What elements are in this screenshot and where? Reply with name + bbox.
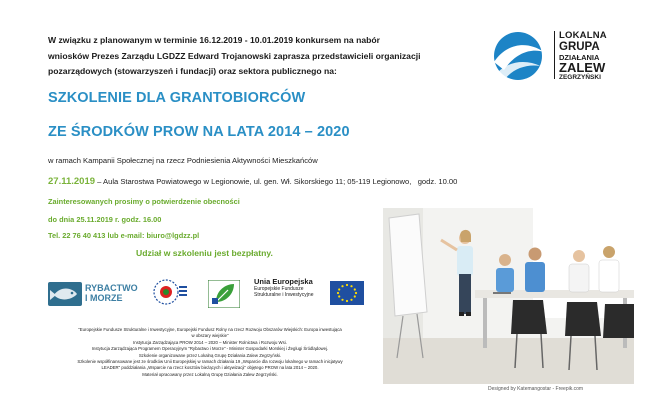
footer-line: "Europejskie Fundusze Strukturalne i Inwestycyjne, Europejski Fundusz Rolny na rzecz Rozwoju Obszarów Wiejskich: Europa inwestująca — [78, 327, 342, 332]
logos-row — [48, 274, 368, 314]
registration-deadline: do dnia 25.11.2019 r. godz. 16.00 — [48, 215, 162, 224]
registration-line: Zainteresowanych prosimy o potwierdzenie obecności — [48, 197, 240, 206]
intro-line: W związku z planowanym w terminie 16.12.2019 - 10.01.2019 konkursem na nabór — [48, 35, 380, 45]
eu-text-1: Unia Europejska — [254, 277, 313, 286]
training-photo — [383, 208, 634, 384]
footer-line: Instytucja Zarządzająca Programem Operacyjnym "Rybactwo i Morze" - Minister Gospodarki Morskiej i Żeglugi Śródlądowej. — [91, 346, 329, 352]
intro-line: pozarządowych (stowarzyszeń i fundacji) oraz sektora publicznego na: — [48, 66, 337, 76]
footer-line: Szkolenie organizowane przez Lokalną Grupę Działania Zalew Zegrzyński. — [138, 352, 282, 358]
eu-logo — [254, 278, 366, 310]
training-scene-image — [383, 208, 634, 384]
free-notice: Udział w szkoleniu jest bezpłatny. — [136, 248, 273, 258]
leader-logo — [208, 280, 240, 308]
contact-info[interactable]: Tel. 22 76 40 413 lub e-mail: biuro@lgdzz.pl — [48, 231, 200, 240]
event-details — [48, 176, 457, 187]
event-location: – Aula Starostwa Powiatowego w Legionowie, ul. gen. Wł. Sikorskiego 11; 05-119 Legionowo, — [95, 177, 412, 186]
title-line-2: ZE ŚRODKÓW PROW NA LATA 2014 – 2020 — [48, 124, 350, 140]
campaign-subtitle: w ramach Kampanii Społecznej na rzecz Podniesienia Aktywności Mieszkańców — [48, 156, 318, 165]
intro-line: wniosków Prezes Zarządu LGDZZ Edward Trojanowski zaprasza przedstawicieli organizacji — [48, 50, 421, 61]
fish-icon — [48, 282, 82, 306]
photo-credit: Designed by Katemangostar - Freepik.com — [488, 386, 584, 392]
footer-line: Instytucja Zarządzająca PROW 2014 – 2020 – Minister Rolnictwa i Rozwoju Wsi. — [133, 339, 287, 345]
title-line-1: SZKOLENIE DLA GRANTOBIORCÓW — [48, 90, 306, 106]
funding-footer — [50, 327, 370, 378]
prow-logo — [152, 278, 188, 310]
intro-text — [48, 33, 466, 80]
leader-leaf-icon — [208, 280, 240, 308]
lgd-wave-icon — [488, 30, 548, 82]
footer-line: w obszary wiejskie" — [191, 333, 229, 339]
lgd-logo — [488, 30, 636, 82]
rybactwo-logo — [48, 280, 138, 308]
eu-text-3: Strukturalne i Inwestycyjne — [254, 292, 314, 298]
footer-line: Materiał opracowany przez Lokalną Grupę Działania Zalew Zegrzyński. — [142, 371, 278, 377]
rybactwo-text-2: I MORZE — [85, 293, 123, 303]
prow-emblem-icon — [152, 278, 188, 310]
footer-line: LEADER" poddziałania „Wsparcie na rzecz kosztów bieżących i aktywizacji" objętego PROW na lata 2014 – 2020. — [101, 365, 319, 371]
event-date: 27.11.2019 — [48, 176, 96, 187]
footer-line: Szkolenie współfinansowane jest ze środków Unii Europejskiej w ramach działania 19 „Wsparcie dla rozwoju lokalnego w ramach inicjatywy — [77, 359, 343, 365]
lgd-logo-text: LOKALNA GRUPA DZIAŁANIA ZALEW ZEGRZYŃSKI — [554, 31, 607, 79]
eu-flag-icon — [330, 281, 364, 305]
rybactwo-text-1: RYBACTWO — [85, 283, 138, 293]
eu-text-2: Europejskie Fundusze — [254, 286, 304, 292]
event-time: godz. 10.00 — [417, 177, 458, 186]
